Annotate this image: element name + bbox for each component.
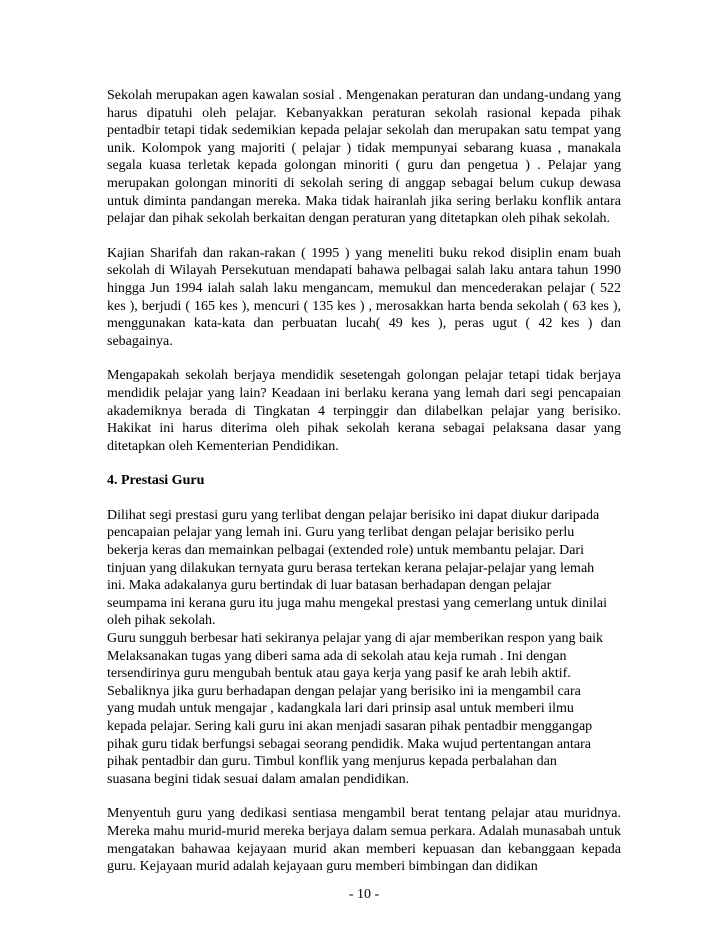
text-line: Sebaliknya jika guru berhadapan dengan pelajar yang berisiko ini ia mengambil cara: [107, 683, 581, 699]
paragraph-dedicated-teacher: Menyentuh guru yang dedikasi sentiasa mengambil berat tentang pelajar atau muridnya. Mereka mahu murid-murid mereka berjaya dalam semua perkara. Adalah munasabah untuk mengatakan bahawaa kejayaan murid akan memberi kepuasan dan kebanggaan kepada guru. Kejayaan murid adalah kejayaan guru memberi bimbingan dan didikan: [107, 806, 621, 875]
text-line: Melaksanakan tugas yang diberi sama ada di sekolah atau keja rumah . Ini dengan: [107, 648, 567, 664]
paragraph-why-schools-fail: Mengapakah sekolah berjaya mendidik sesetengah golongan pelajar tetapi tidak berjaya mendidik pelajar yang lain? Keadaan ini berlaku kerana yang lemah dari segi pencapaian akademiknya berada di Tingkatan 4 terpinggir dan dilabelkan pelajar yang berisiko. Hakikat ini harus diterima oleh pihak sekolah kerana sebagai pelaksana dasar yang ditetapkan oleh Kementerian Pendidikan.: [107, 368, 621, 454]
page-number: - 10 -: [348, 887, 380, 902]
text-line: Guru sungguh berbesar hati sekiranya pelajar yang di ajar memberikan respon yang baik: [107, 631, 604, 647]
text-line: seumpama ini kerana guru itu juga mahu mengekal prestasi yang cemerlang untuk dinilai: [107, 595, 607, 611]
document-body: [107, 87, 621, 893]
paragraph-teacher-performance: [107, 507, 621, 789]
text-line: kepada pelajar. Sering kali guru ini akan menjadi sasaran pihak pentadbir menggangap: [107, 719, 593, 734]
text-line: ini. Maka adakalanya guru bertindak di luar batasan berhadapan dengan pelajar: [107, 578, 552, 594]
text-line: pencapaian pelajar yang lemah ini. Guru yang terlibat dengan pelajar berisiko perlu: [107, 525, 575, 541]
text-line: tersendirinya guru mengubah bentuk atau gaya kerja yang pasif ke arah lebih aktif.: [107, 666, 571, 682]
text-line: bekerja keras dan memainkan pelbagai (extended role) untuk membantu pelajar. Dari: [107, 543, 584, 559]
text-line: oleh pihak sekolah.: [107, 613, 216, 629]
text-line: suasana begini tidak sesuai dalam amalan pendidikan.: [107, 771, 410, 787]
text-line: pihak guru tidak berfungsi sebagai seorang pendidik. Maka wujud pertentangan antara: [107, 736, 592, 752]
text-line: pihak pentadbir dan guru. Timbul konflik yang menjurus kepada perbalahan dan: [107, 754, 557, 770]
section-heading-prestasi-guru: 4. Prestasi Guru: [107, 473, 205, 489]
paragraph-sharifah-study: Kajian Sharifah dan rakan-rakan ( 1995 ) yang meneliti buku rekod disiplin enam buah sekolah di Wilayah Persekutuan mendapati bahawa pelbagai salah laku antara tahun 1990 hingga Jun 1994 ialah salah laku mengancam, memukul dan mencederakan pelajar ( 522 kes ), berjudi ( 165 kes ), mencuri ( 135 kes ) , merosakkan harta benda sekolah ( 63 kes ), menggunakan kata-kata dan perbuatan lucah( 49 kes ), peras ugut ( 42 kes ) dan sebagainya.: [107, 245, 621, 349]
text-line: Dilihat segi prestasi guru yang terlibat dengan pelajar berisiko ini dapat diukur daripada: [107, 507, 600, 523]
text-line: tinjuan yang dilakukan ternyata guru berasa tertekan kerana pelajar-pelajar yang lemah: [107, 560, 595, 576]
paragraph-school-social-control: Sekolah merupakan agen kawalan sosial . Mengenakan peraturan dan undang-undang yang harus dipatuhi oleh pelajar. Kebanyakkan peraturan sekolah rasional kepada pihak pentadbir tetapi tidak sedemikian kepada pelajar sekolah dan merupakan satu tempat yang unik. Kolompok yang majoriti ( pelajar ) tidak mempunyai sebarang kuasa , manakala segala kuasa terletak kepada golongan minoriti ( guru dan pengetua ) . Pelajar yang merupakan golongan minoriti di sekolah sering di anggap sebagai belum cukup dewasa untuk diminta pandangan mereka. Maka tidak hairanlah jika sering berlaku konflik antara pelajar dan pihak sekolah berkaitan dengan peraturan yang ditetapkan oleh pihak sekolah.: [107, 88, 621, 227]
text-line: yang mudah untuk mengajar , kadangkala lari dari prinsip asal untuk memberi ilmu: [107, 701, 574, 717]
